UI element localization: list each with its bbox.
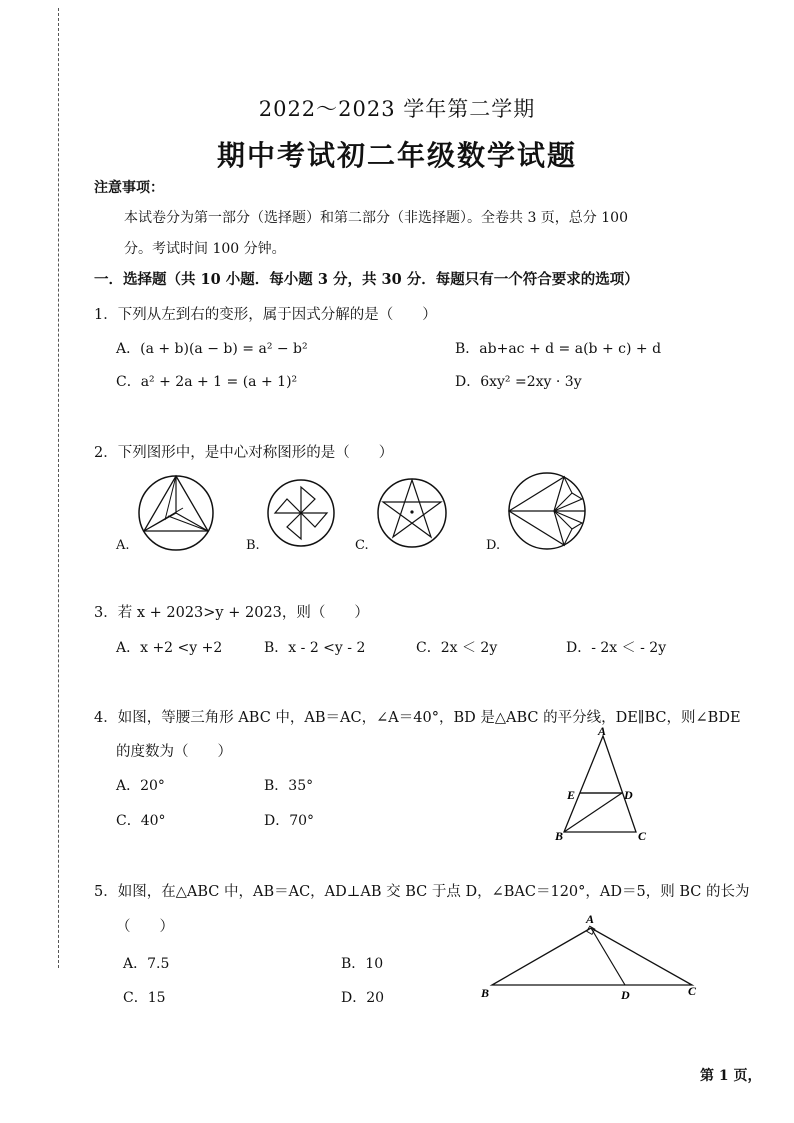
q1-option-a: A．(a + b)(a − b) = a² − b² bbox=[116, 341, 308, 357]
q5-option-b: B．10 bbox=[341, 956, 384, 972]
q4-triangle-figure bbox=[550, 726, 660, 846]
q2-label-b: B. bbox=[246, 538, 260, 553]
q4-point-a: A bbox=[598, 726, 607, 738]
q2-stem: 2．下列图形中，是中心对称图形的是（ ） bbox=[94, 445, 394, 461]
page-number: 第 1 页， bbox=[700, 1068, 762, 1084]
q5-point-d: D bbox=[621, 988, 630, 1002]
q4-option-b: B．35° bbox=[264, 778, 314, 794]
exam-title: 期中考试初二年级数学试题 bbox=[216, 139, 577, 172]
q4-point-e: E bbox=[567, 788, 576, 802]
q1-stem: 1．下列从左到右的变形，属于因式分解的是（ ） bbox=[94, 307, 437, 323]
q1-option-c: C．a² + 2a + 1 = (a + 1)² bbox=[116, 374, 298, 390]
q5-option-a: A．7.5 bbox=[123, 956, 170, 972]
q5-triangle-figure bbox=[478, 912, 708, 1004]
q2-label-c: C. bbox=[355, 538, 369, 553]
q5-point-b: B bbox=[481, 986, 490, 1000]
q4-option-c: C．40° bbox=[116, 813, 166, 829]
q2-figure-b bbox=[265, 475, 337, 551]
q4-option-d: D．70° bbox=[264, 813, 315, 829]
q1-option-b: B．ab+ac + d = a(b + c) + d bbox=[455, 341, 662, 357]
q5-stem-cont: （ ） bbox=[116, 919, 174, 935]
q5-option-d: D．20 bbox=[341, 990, 385, 1006]
q5-point-a: A bbox=[586, 912, 595, 926]
q3-option-a: A．x +2 <y +2 bbox=[116, 640, 223, 656]
notice-heading: 注意事项： bbox=[94, 180, 164, 196]
notice-line-2: 分。考试时间 100 分钟。 bbox=[124, 241, 286, 257]
notice-line-1: 本试卷分为第一部分（选择题）和第二部分（非选择题）。全卷共 3 页，总分 100 bbox=[124, 210, 628, 226]
q4-point-d: D bbox=[624, 788, 633, 802]
q5-option-c: C．15 bbox=[123, 990, 166, 1006]
q5-stem: 5．如图，在△ABC 中，AB＝AC，AD⊥AB 交 BC 于点 D，∠BAC＝120°，AD＝5，则 BC 的长为 bbox=[94, 884, 750, 900]
q4-stem: 4．如图，等腰三角形 ABC 中，AB＝AC，∠A＝40°，BD 是△ABC 的平分线，DE∥BC，则∠BDE bbox=[94, 710, 741, 726]
q4-option-a: A．20° bbox=[116, 778, 165, 794]
q2-figure-d bbox=[506, 469, 588, 553]
q2-label-d: D. bbox=[486, 538, 501, 553]
q2-label-a: A. bbox=[116, 538, 130, 553]
q3-option-d: D．- 2x ＜ - 2y bbox=[566, 640, 667, 656]
q3-option-b: B．x - 2 <y - 2 bbox=[264, 640, 366, 656]
q3-option-c: C．2x ＜ 2y bbox=[416, 640, 498, 656]
q4-point-c: C bbox=[638, 829, 647, 843]
q5-point-c: C bbox=[688, 984, 697, 998]
exam-term: 2022～2023 学年第二学期 bbox=[258, 97, 536, 121]
q3-stem: 3．若 x + 2023>y + 2023，则（ ） bbox=[94, 605, 369, 621]
section-1-heading: 一．选择题（共 10 小题．每小题 3 分，共 30 分．每题只有一个符合要求的选项） bbox=[94, 271, 639, 288]
q4-stem-cont: 的度数为（ ） bbox=[116, 744, 232, 760]
q1-option-d: D．6xy² =2xy · 3y bbox=[455, 374, 582, 390]
q2-figure-a bbox=[135, 468, 217, 558]
q2-figure-c bbox=[375, 474, 449, 552]
q4-point-b: B bbox=[555, 829, 564, 843]
